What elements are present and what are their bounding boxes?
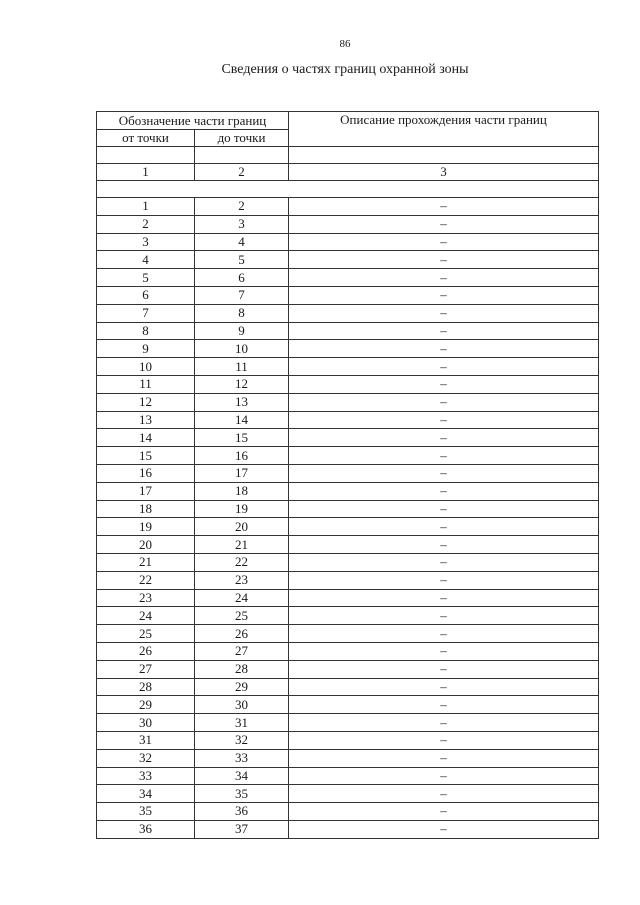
header-to-point: до точки bbox=[195, 130, 289, 147]
description-cell: – bbox=[289, 500, 599, 518]
table-row bbox=[97, 696, 599, 714]
description-cell: – bbox=[289, 536, 599, 554]
table-row bbox=[97, 803, 599, 821]
to-point-cell: 15 bbox=[195, 429, 289, 447]
table-row bbox=[97, 607, 599, 625]
header-boundary-part-designation: Обозначение части границ bbox=[97, 112, 289, 130]
table-row bbox=[97, 286, 599, 304]
from-point-cell: 36 bbox=[97, 820, 195, 838]
table-row bbox=[97, 251, 599, 269]
description-cell: – bbox=[289, 642, 599, 660]
from-point-cell: 32 bbox=[97, 749, 195, 767]
to-point-cell: 36 bbox=[195, 803, 289, 821]
from-point-cell: 6 bbox=[97, 286, 195, 304]
table-row bbox=[97, 749, 599, 767]
page-title: Сведения о частях границ охранной зоны bbox=[221, 62, 469, 77]
table-row bbox=[97, 304, 599, 322]
table-row bbox=[97, 500, 599, 518]
from-point-cell: 14 bbox=[97, 429, 195, 447]
column-number-2: 2 bbox=[195, 164, 289, 181]
table-row bbox=[97, 464, 599, 482]
from-point-cell: 8 bbox=[97, 322, 195, 340]
description-cell: – bbox=[289, 215, 599, 233]
from-point-cell: 5 bbox=[97, 269, 195, 287]
to-point-cell: 21 bbox=[195, 536, 289, 554]
to-point-cell: 7 bbox=[195, 286, 289, 304]
table-row bbox=[97, 482, 599, 500]
boundary-parts-table bbox=[96, 111, 599, 839]
table-row bbox=[97, 375, 599, 393]
description-cell: – bbox=[289, 340, 599, 358]
table-row bbox=[97, 589, 599, 607]
table-row bbox=[97, 785, 599, 803]
from-point-cell: 21 bbox=[97, 553, 195, 571]
to-point-cell: 34 bbox=[195, 767, 289, 785]
table-row bbox=[97, 358, 599, 376]
from-point-cell: 4 bbox=[97, 251, 195, 269]
to-point-cell: 9 bbox=[195, 322, 289, 340]
from-point-cell: 20 bbox=[97, 536, 195, 554]
description-cell: – bbox=[289, 304, 599, 322]
table-row bbox=[97, 553, 599, 571]
table-row bbox=[97, 447, 599, 465]
from-point-cell: 31 bbox=[97, 731, 195, 749]
to-point-cell: 20 bbox=[195, 518, 289, 536]
description-cell: – bbox=[289, 251, 599, 269]
from-point-cell: 22 bbox=[97, 571, 195, 589]
header-from-point: от точки bbox=[97, 130, 195, 147]
description-cell: – bbox=[289, 820, 599, 838]
description-cell: – bbox=[289, 678, 599, 696]
from-point-cell: 34 bbox=[97, 785, 195, 803]
from-point-cell: 16 bbox=[97, 464, 195, 482]
table-row bbox=[97, 714, 599, 732]
from-point-cell: 19 bbox=[97, 518, 195, 536]
to-point-cell: 26 bbox=[195, 625, 289, 643]
to-point-cell: 2 bbox=[195, 198, 289, 216]
to-point-cell: 11 bbox=[195, 358, 289, 376]
to-point-cell: 12 bbox=[195, 375, 289, 393]
description-cell: – bbox=[289, 803, 599, 821]
description-cell: – bbox=[289, 411, 599, 429]
to-point-cell: 13 bbox=[195, 393, 289, 411]
to-point-cell: 8 bbox=[195, 304, 289, 322]
to-point-cell: 19 bbox=[195, 500, 289, 518]
description-cell: – bbox=[289, 625, 599, 643]
header-description: Описание прохождения части границ bbox=[289, 112, 599, 147]
table-row bbox=[97, 571, 599, 589]
table-row bbox=[97, 340, 599, 358]
from-point-cell: 35 bbox=[97, 803, 195, 821]
to-point-cell: 3 bbox=[195, 215, 289, 233]
description-cell: – bbox=[289, 286, 599, 304]
from-point-cell: 29 bbox=[97, 696, 195, 714]
description-cell: – bbox=[289, 447, 599, 465]
description-cell: – bbox=[289, 233, 599, 251]
column-number-1: 1 bbox=[97, 164, 195, 181]
table-row bbox=[97, 660, 599, 678]
description-cell: – bbox=[289, 749, 599, 767]
to-point-cell: 37 bbox=[195, 820, 289, 838]
to-point-cell: 23 bbox=[195, 571, 289, 589]
table-row bbox=[97, 536, 599, 554]
from-point-cell: 11 bbox=[97, 375, 195, 393]
from-point-cell: 7 bbox=[97, 304, 195, 322]
to-point-cell: 17 bbox=[195, 464, 289, 482]
table-row bbox=[97, 393, 599, 411]
table-row bbox=[97, 731, 599, 749]
to-point-cell: 29 bbox=[195, 678, 289, 696]
to-point-cell: 33 bbox=[195, 749, 289, 767]
header-gap-row bbox=[97, 147, 599, 164]
from-point-cell: 9 bbox=[97, 340, 195, 358]
table-row bbox=[97, 678, 599, 696]
to-point-cell: 10 bbox=[195, 340, 289, 358]
description-cell: – bbox=[289, 358, 599, 376]
table-row bbox=[97, 820, 599, 838]
description-cell: – bbox=[289, 660, 599, 678]
from-point-cell: 26 bbox=[97, 642, 195, 660]
table-row bbox=[97, 429, 599, 447]
description-cell: – bbox=[289, 393, 599, 411]
from-point-cell: 25 bbox=[97, 625, 195, 643]
from-point-cell: 27 bbox=[97, 660, 195, 678]
table-row bbox=[97, 411, 599, 429]
to-point-cell: 24 bbox=[195, 589, 289, 607]
spacer-row bbox=[97, 181, 599, 198]
description-cell: – bbox=[289, 731, 599, 749]
column-number-3: 3 bbox=[289, 164, 599, 181]
table-row bbox=[97, 767, 599, 785]
to-point-cell: 4 bbox=[195, 233, 289, 251]
from-point-cell: 30 bbox=[97, 714, 195, 732]
to-point-cell: 27 bbox=[195, 642, 289, 660]
description-cell: – bbox=[289, 767, 599, 785]
table-row bbox=[97, 322, 599, 340]
to-point-cell: 31 bbox=[195, 714, 289, 732]
table-row bbox=[97, 215, 599, 233]
from-point-cell: 33 bbox=[97, 767, 195, 785]
description-cell: – bbox=[289, 322, 599, 340]
from-point-cell: 3 bbox=[97, 233, 195, 251]
from-point-cell: 15 bbox=[97, 447, 195, 465]
description-cell: – bbox=[289, 464, 599, 482]
description-cell: – bbox=[289, 482, 599, 500]
description-cell: – bbox=[289, 518, 599, 536]
table-row bbox=[97, 198, 599, 216]
to-point-cell: 5 bbox=[195, 251, 289, 269]
page-number: 86 bbox=[339, 38, 351, 50]
table-row bbox=[97, 269, 599, 287]
description-cell: – bbox=[289, 696, 599, 714]
description-cell: – bbox=[289, 553, 599, 571]
to-point-cell: 32 bbox=[195, 731, 289, 749]
table-row bbox=[97, 518, 599, 536]
description-cell: – bbox=[289, 607, 599, 625]
from-point-cell: 17 bbox=[97, 482, 195, 500]
table-row bbox=[97, 642, 599, 660]
from-point-cell: 12 bbox=[97, 393, 195, 411]
from-point-cell: 10 bbox=[97, 358, 195, 376]
to-point-cell: 14 bbox=[195, 411, 289, 429]
column-number-row bbox=[97, 164, 599, 181]
to-point-cell: 35 bbox=[195, 785, 289, 803]
from-point-cell: 23 bbox=[97, 589, 195, 607]
to-point-cell: 6 bbox=[195, 269, 289, 287]
description-cell: – bbox=[289, 571, 599, 589]
to-point-cell: 30 bbox=[195, 696, 289, 714]
to-point-cell: 25 bbox=[195, 607, 289, 625]
from-point-cell: 13 bbox=[97, 411, 195, 429]
description-cell: – bbox=[289, 785, 599, 803]
to-point-cell: 16 bbox=[195, 447, 289, 465]
from-point-cell: 1 bbox=[97, 198, 195, 216]
description-cell: – bbox=[289, 269, 599, 287]
description-cell: – bbox=[289, 589, 599, 607]
description-cell: – bbox=[289, 375, 599, 393]
description-cell: – bbox=[289, 198, 599, 216]
description-cell: – bbox=[289, 429, 599, 447]
table-row bbox=[97, 233, 599, 251]
to-point-cell: 18 bbox=[195, 482, 289, 500]
from-point-cell: 2 bbox=[97, 215, 195, 233]
description-cell: – bbox=[289, 714, 599, 732]
from-point-cell: 18 bbox=[97, 500, 195, 518]
to-point-cell: 28 bbox=[195, 660, 289, 678]
table-row bbox=[97, 625, 599, 643]
to-point-cell: 22 bbox=[195, 553, 289, 571]
from-point-cell: 28 bbox=[97, 678, 195, 696]
from-point-cell: 24 bbox=[97, 607, 195, 625]
